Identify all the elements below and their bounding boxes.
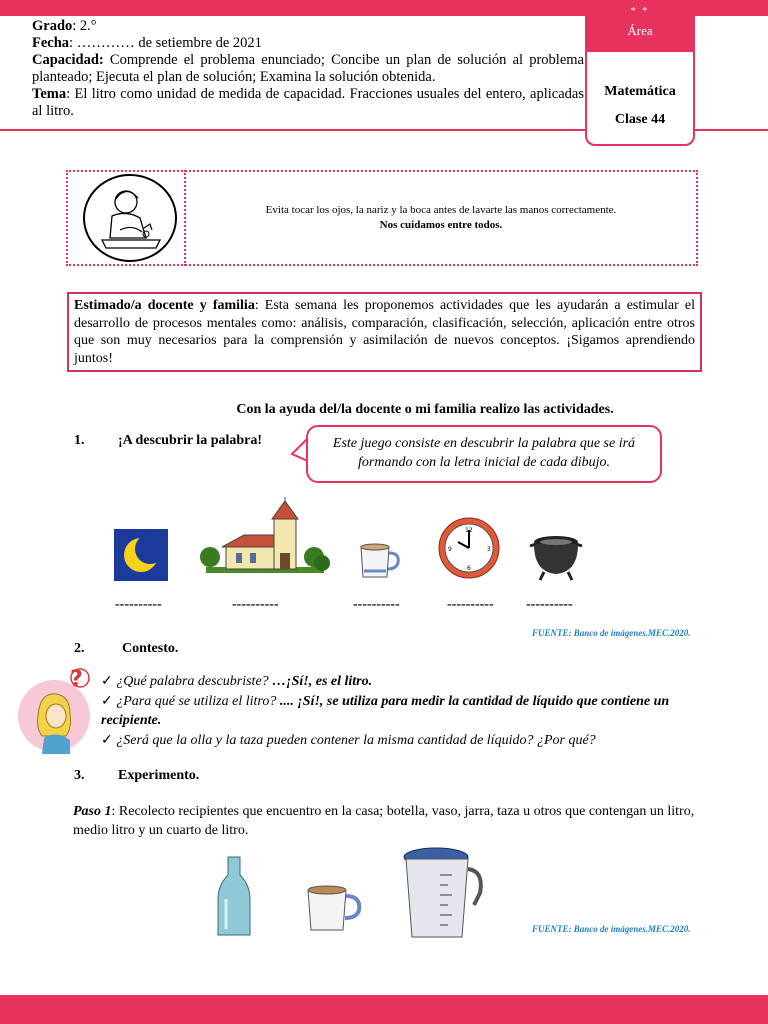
thinking-girl-illustration [18, 666, 98, 758]
section-1-number: 1. [74, 433, 85, 448]
svg-text:12: 12 [465, 527, 473, 534]
class-number: Clase 44 [614, 112, 666, 127]
grado-value: : 2.° [72, 18, 97, 34]
section-3-number: 3. [74, 768, 85, 783]
blank-3: ---------- [353, 597, 400, 612]
step-1-label: Paso 1 [73, 804, 112, 819]
cup-icon [358, 541, 404, 581]
tema-label: Tema [32, 86, 67, 102]
pot-icon [528, 532, 584, 582]
clock-icon [436, 516, 502, 580]
blank-4: ---------- [447, 597, 494, 612]
intro-label: Con la ayuda del/la docente o mi familia realizo las actividades. [236, 402, 614, 417]
fecha-value: : ………… de setiembre de 2021 [69, 35, 262, 51]
family-text: : Esta semana les proponemos actividades que les ayudarán a estimular el desarrollo de procesos mentales como: análisis, comparación, clasificación, selección, aplicación entre otros que son muy necesarios para la comprensión y asimilación de nuevos conceptos. ¡Sigamos aprendiendo juntos! [74, 298, 696, 366]
fecha-label: Fecha [32, 35, 70, 51]
check-icon: ✓ [101, 694, 113, 709]
question-1-answer: …¡Sí!, es el litro. [272, 674, 373, 689]
header-info [32, 18, 584, 120]
bottle-icon [214, 855, 254, 939]
header-divider [0, 129, 585, 131]
svg-text:3: 3 [487, 546, 491, 553]
area-header [587, 0, 693, 52]
moon-icon [114, 529, 168, 581]
bottom-bar [0, 995, 768, 1024]
section-2-number: 2. [74, 641, 85, 656]
image-source-1: FUENTE: Banco de imágenes.MEC.2020. [532, 628, 691, 638]
question-3 [101, 731, 711, 750]
instruction-bubble: Este juego consiste en descubrir la palabra que se irá formando con la letra inicial de cada dibujo. [306, 425, 662, 483]
check-icon: ✓ [101, 674, 113, 689]
svg-text:9: 9 [448, 546, 452, 553]
blank-1: ---------- [115, 597, 162, 612]
check-icon: ✓ [101, 733, 113, 748]
step-1-description: : Recolecto recipientes que encuentro en la casa; botella, vaso, jarra, taza u otros que contengan un litro, medio litro y un cuarto de litro. [73, 804, 695, 838]
blank-2: ---------- [232, 597, 279, 612]
area-label: Área [627, 23, 653, 38]
question-1-text: ¿Qué palabra descubriste? [116, 674, 273, 689]
capacidad-value: Comprende el problema enunciado; Concibe un plan de solución al problema planteado; Ejecuta el plan de solución; Examina la solución obtenida. [32, 52, 584, 85]
cup-icon-2 [305, 882, 365, 934]
area-stars: * * [630, 6, 650, 17]
question-2 [101, 692, 711, 730]
area-subject: Matemática [604, 84, 676, 99]
header-divider-right [695, 129, 768, 131]
capacidad-label: Capacidad: [32, 52, 104, 68]
intro-text [0, 402, 768, 418]
tema-value: : El litro como unidad de medida de capacidad. Fracciones usuales del entero, aplicadas al litro. [32, 86, 584, 119]
image-source-2: FUENTE: Banco de imágenes.MEC.2020. [532, 924, 691, 934]
tip-line-2: Nos cuidamos entre todos. [379, 219, 503, 231]
question-1 [101, 672, 711, 691]
svg-text:6: 6 [467, 565, 471, 572]
area-box [585, 0, 695, 146]
question-2-answer: .... ¡Sí!, se utiliza para medir la cantidad de líquido que contiene un recipiente. [101, 694, 670, 728]
blank-5: ---------- [526, 597, 573, 612]
section-2-title: Contesto. [122, 641, 179, 656]
church-icon [196, 497, 332, 579]
section-3-title: Experimento. [118, 768, 200, 783]
measuring-jug-icon [400, 845, 486, 941]
handwashing-illustration [80, 172, 180, 264]
tip-line-1: Evita tocar los ojos, la nariz y la boca antes de lavarte las manos correctamente. [265, 204, 617, 216]
step-1-text [73, 802, 713, 840]
svg-text:?: ? [70, 667, 83, 692]
question-2-text: ¿Para qué se utiliza el litro? [116, 694, 280, 709]
hygiene-tip-text [188, 203, 694, 233]
section-1-title: ¡A descubrir la palabra! [118, 433, 263, 448]
question-3-text: ¿Será que la olla y la taza pueden contener la misma cantidad de líquido? ¿Por qué? [116, 733, 596, 748]
family-message-box [67, 292, 702, 372]
grado-label: Grado [32, 18, 73, 34]
family-label: Estimado/a docente y familia [74, 298, 255, 313]
